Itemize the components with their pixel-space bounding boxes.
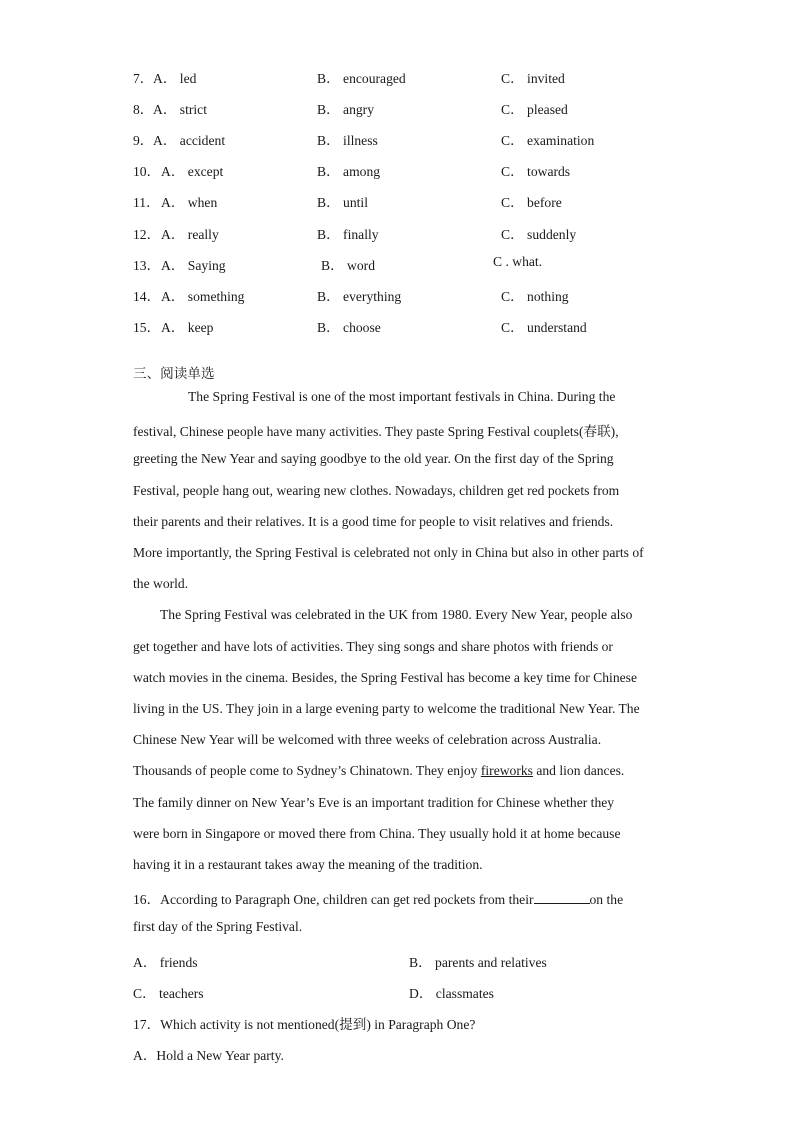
cloze-option-row bbox=[0, 223, 794, 243]
passage-text: and lion dances. bbox=[532, 763, 625, 778]
option-a[interactable]: A． keep bbox=[161, 320, 214, 335]
option-b[interactable]: B． illness bbox=[317, 133, 378, 148]
question-17-stem: 17．Which activity is not mentioned(提到) in Paragraph One? bbox=[133, 1017, 476, 1032]
passage-line: the world. bbox=[133, 576, 189, 591]
passage-line: having it in a restaurant takes away the meaning of the tradition. bbox=[133, 857, 483, 872]
passage-line: Festival, people hang out, wearing new clothes. Nowadays, children get red pockets from bbox=[133, 483, 620, 498]
option-a[interactable]: A． really bbox=[161, 227, 219, 242]
cloze-option-row bbox=[0, 191, 794, 211]
passage-line: More importantly, the Spring Festival is celebrated not only in China but also in other parts of bbox=[133, 545, 644, 560]
passage-line: living in the US. They join in a large evening party to welcome the traditional New Year. The bbox=[133, 701, 640, 716]
option-a[interactable]: A． except bbox=[161, 164, 224, 179]
passage-line bbox=[133, 763, 624, 779]
option-a[interactable]: A． strict bbox=[153, 102, 207, 117]
question-number: 11． bbox=[133, 195, 160, 210]
passage-line: festival, Chinese people have many activities. They paste Spring Festival couplets(春联), bbox=[133, 424, 619, 439]
option-b[interactable]: B． until bbox=[317, 195, 368, 210]
cloze-option-row bbox=[0, 129, 794, 149]
option-b[interactable]: B． choose bbox=[317, 320, 381, 335]
passage-line: The Spring Festival is one of the most important festivals in China. During the bbox=[188, 389, 616, 404]
option-c[interactable]: C． suddenly bbox=[501, 227, 577, 242]
question-text: 16．According to Paragraph One, children can get red pockets from their bbox=[133, 892, 534, 907]
passage-text: Thousands of people come to Sydney’s Chinatown. They enjoy bbox=[133, 763, 478, 778]
option-a[interactable]: A． Saying bbox=[161, 258, 226, 273]
passage-line: their parents and their relatives. It is a good time for people to visit relatives and friends. bbox=[133, 514, 614, 529]
question-16-stem bbox=[133, 888, 623, 908]
question-text: on the bbox=[589, 892, 624, 907]
option-c[interactable]: C． pleased bbox=[501, 102, 568, 117]
option-c[interactable]: C． before bbox=[501, 195, 562, 210]
cloze-option-row bbox=[0, 285, 794, 305]
question-number: 15． bbox=[133, 320, 161, 335]
option-c[interactable]: C． understand bbox=[501, 320, 587, 335]
q16-option-a[interactable]: A． friends bbox=[133, 955, 198, 970]
q16-option-c[interactable]: C． teachers bbox=[133, 986, 204, 1001]
option-c[interactable]: C． nothing bbox=[501, 289, 569, 304]
cloze-option-row bbox=[0, 160, 794, 180]
question-number: 7． bbox=[133, 71, 154, 86]
answer-blank bbox=[534, 892, 590, 904]
option-b[interactable]: B． finally bbox=[317, 227, 379, 242]
question-16-stem-line2: first day of the Spring Festival. bbox=[133, 919, 303, 934]
option-b[interactable]: B． encouraged bbox=[317, 71, 406, 86]
q16-option-b[interactable]: B． parents and relatives bbox=[409, 955, 547, 970]
option-c[interactable]: C． towards bbox=[501, 164, 571, 179]
cloze-option-row bbox=[0, 67, 794, 87]
option-a[interactable]: A． led bbox=[153, 71, 197, 86]
option-a[interactable]: A． something bbox=[161, 289, 245, 304]
q16-option-d[interactable]: D． classmates bbox=[409, 986, 494, 1001]
underlined-word: fireworks bbox=[480, 763, 533, 778]
question-number: 12． bbox=[133, 227, 161, 242]
option-b[interactable]: B． word bbox=[321, 258, 375, 273]
option-b[interactable]: B． among bbox=[317, 164, 381, 179]
cloze-option-row bbox=[0, 316, 794, 336]
option-c[interactable]: C . what. bbox=[493, 254, 543, 269]
question-number: 8． bbox=[133, 102, 154, 117]
option-c[interactable]: C． invited bbox=[501, 71, 565, 86]
question-number: 13． bbox=[133, 258, 161, 273]
option-c[interactable]: C． examination bbox=[501, 133, 595, 148]
option-b[interactable]: B． angry bbox=[317, 102, 375, 117]
question-number: 14． bbox=[133, 289, 161, 304]
option-a[interactable]: A． when bbox=[161, 195, 218, 210]
passage-line: watch movies in the cinema. Besides, the Spring Festival has become a key time for Chinese bbox=[133, 670, 637, 685]
passage-line: were born in Singapore or moved there from China. They usually hold it at home because bbox=[133, 826, 621, 841]
passage-line: The family dinner on New Year’s Eve is an important tradition for Chinese whether they bbox=[133, 795, 615, 810]
cloze-option-row bbox=[0, 254, 794, 274]
question-number: 9． bbox=[133, 133, 154, 148]
passage-line: greeting the New Year and saying goodbye to the old year. On the first day of the Spring bbox=[133, 451, 614, 466]
passage-line: The Spring Festival was celebrated in the UK from 1980. Every New Year, people also bbox=[160, 607, 633, 622]
option-b[interactable]: B． everything bbox=[317, 289, 402, 304]
passage-line: Chinese New Year will be welcomed with three weeks of celebration across Australia. bbox=[133, 732, 602, 747]
passage-line: get together and have lots of activities. They sing songs and share photos with friends or bbox=[133, 639, 613, 654]
question-number: 10． bbox=[133, 164, 161, 179]
q17-option-a[interactable]: A．Hold a New Year party. bbox=[133, 1048, 284, 1063]
section-title: 三、阅读单选 bbox=[133, 366, 215, 382]
cloze-option-row bbox=[0, 98, 794, 118]
option-a[interactable]: A． accident bbox=[153, 133, 226, 148]
